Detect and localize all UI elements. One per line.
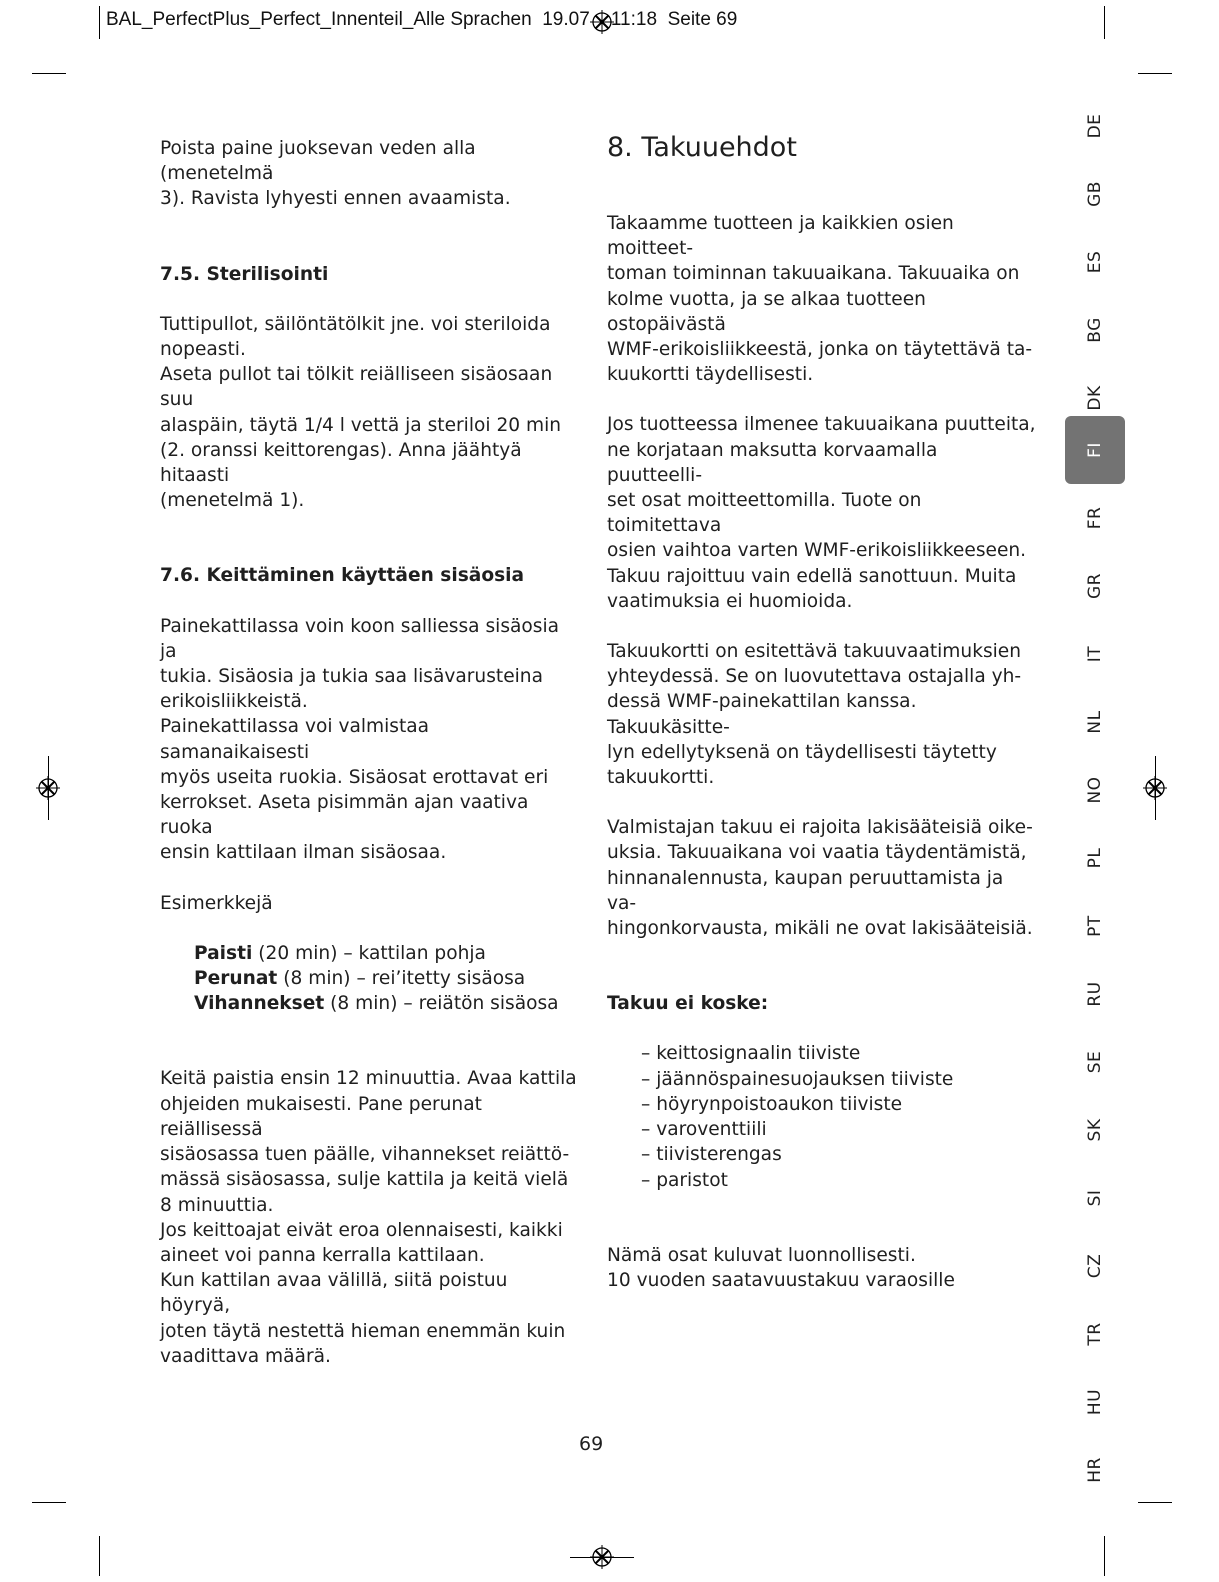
- crop-mark: [32, 73, 66, 74]
- examples-list: [160, 941, 580, 1017]
- language-tab-bg[interactable]: BG: [1085, 317, 1105, 343]
- language-tab-sk[interactable]: SK: [1085, 1118, 1105, 1142]
- language-tab-gr[interactable]: GR: [1085, 573, 1105, 599]
- list-item: – keittosignaalin tiiviste: [641, 1043, 861, 1065]
- slug-hidden-digit: [590, 9, 601, 30]
- closing-paragraph: Nämä osat kuluvat luonnollisesti. 10 vuoden saatavuustakuu varaosille: [607, 1244, 955, 1291]
- warranty-paragraph-2: Jos tuotteessa ilmenee takuuaikana puutteita, ne korjataan maksutta korvaamalla puutteelli- set osat moitteettomilla. Tuote on toimitettava osien vaihtoa varten WMF-erikoisliikkeeseen. Takuu rajoittuu vain edellä sanottuun. Muita vaatimuksia ei huomioida.: [607, 414, 1036, 612]
- exclusions-list: [607, 1041, 1037, 1192]
- printer-slug: [106, 9, 737, 31]
- crop-mark: [1104, 1536, 1105, 1576]
- language-tab-fi[interactable]: FI: [1065, 416, 1125, 484]
- inserts-paragraph: Painekattilassa voin koon salliessa sisäosia ja tukia. Sisäosia ja tukia saa lisävarusteina erikoisliikkeistä. Painekattilassa voi valmistaa samanaikaisesti myös useita ruokia. Sisäosat erottavat eri kerrokset. Aseta pisimmän ajan vaativa ruoka ensin kattilaan ilman sisäosaa.: [160, 615, 560, 864]
- crop-mark: [99, 6, 100, 39]
- language-tab-no[interactable]: NO: [1085, 776, 1105, 804]
- example-item: Perunat (8 min) – rei’itetty sisäosa: [194, 968, 526, 990]
- crop-mark: [1104, 6, 1105, 39]
- section-7-5-title: 7.5. Sterilisointi: [160, 263, 329, 285]
- language-tab-fr[interactable]: FR: [1085, 506, 1105, 530]
- language-tab-hr[interactable]: HR: [1085, 1457, 1105, 1483]
- language-tab-it[interactable]: IT: [1085, 645, 1105, 663]
- example-item: Vihannekset (8 min) – reiätön sisäosa: [194, 993, 559, 1015]
- language-tab-es[interactable]: ES: [1085, 250, 1105, 274]
- page-number: 69: [579, 1433, 604, 1455]
- left-column: [160, 136, 580, 1369]
- language-tab-de[interactable]: DE: [1085, 113, 1105, 139]
- sterilisation-paragraph: Tuttipullot, säilöntätölkit jne. voi steriloida nopeasti. Aseta pullot tai tölkit reiälliseen sisäosaan suu alaspäin, täytä 1/4 l vettä ja steriloi 20 min (2. oranssi keittorengas). Anna jäähtyä hitaasti (menetelmä 1).: [160, 313, 562, 512]
- intro-paragraph: Poista paine juoksevan veden alla (menetelmä 3). Ravista lyhyesti ennen avaamista.: [160, 138, 511, 210]
- warranty-paragraph-1: Takaamme tuotteen ja kaikkien osien moitteet- toman toiminnan takuuaikana. Takuuaika on kolme vuotta, ja se alkaa tuotteen ostopäivästä WMF-erikoisliikkeestä, jonka on täytettävä ta- kuukortti täydellisesti.: [607, 213, 1033, 386]
- language-tab-pl[interactable]: PL: [1085, 847, 1105, 869]
- crop-mark: [570, 1557, 634, 1558]
- slug-filename: BAL_PerfectPlus_Perfect_Innenteil_Alle Sprachen 19.07: [106, 9, 590, 30]
- section-7-6-title: 7.6. Keittäminen käyttäen sisäosia: [160, 565, 525, 587]
- right-column: [607, 132, 1037, 1293]
- language-tab-ru[interactable]: RU: [1085, 981, 1105, 1007]
- list-item: – höyrynpoistoaukon tiiviste: [641, 1093, 903, 1115]
- list-item: – varoventtiili: [641, 1119, 767, 1141]
- language-tab-si[interactable]: SI: [1085, 1189, 1105, 1207]
- language-tab-gb[interactable]: GB: [1085, 181, 1105, 207]
- exclusions-title: Takuu ei koske:: [607, 993, 769, 1015]
- cooking-instructions-paragraph: Keitä paistia ensin 12 minuuttia. Avaa kattila ohjeiden mukaisesti. Pane perunat reiällisessä sisäosassa tuen päälle, vihannekset reiättö- mässä sisäosassa, sulje kattila ja keitä vielä 8 minuuttia. Jos keittoajat eivät eroa olennaisesti, kaikki aineet voi panna kerralla kattilaan. Kun kattilan avaa välillä, siitä poistuu höyryä, joten täytä nestettä hieman enemmän kuin vaadittava määrä.: [160, 1068, 577, 1367]
- crop-mark: [1138, 1502, 1172, 1503]
- examples-label: Esimerkkejä: [160, 892, 273, 914]
- section-8-heading: 8. Takuuehdot: [607, 132, 797, 163]
- crop-mark: [48, 756, 49, 820]
- list-item: – jäännöspainesuojauksen tiiviste: [641, 1068, 954, 1090]
- example-item: Paisti (20 min) – kattilan pohja: [194, 942, 486, 964]
- slug-time-page: 11:18 Seite 69: [600, 9, 738, 30]
- language-tab-cz[interactable]: CZ: [1085, 1253, 1105, 1279]
- warranty-paragraph-3: Takuukortti on esitettävä takuuvaatimuksien yhteydessä. Se on luovutettava ostajalla yh- dessä WMF-painekattilan kanssa. Takuukäsitte- lyn edellytyksenä on täydellisesti täytetty takuukortti.: [607, 641, 1022, 789]
- language-tab-tr[interactable]: TR: [1085, 1322, 1105, 1346]
- language-tab-dk[interactable]: DK: [1085, 385, 1105, 411]
- language-tab-pt[interactable]: PT: [1085, 915, 1105, 937]
- crop-mark: [32, 1502, 66, 1503]
- list-item: – paristot: [641, 1169, 728, 1191]
- crop-mark: [99, 1536, 100, 1576]
- language-tab-hu[interactable]: HU: [1085, 1388, 1105, 1416]
- warranty-paragraph-4: Valmistajan takuu ei rajoita lakisääteisiä oike- uksia. Takuuaikana voi vaatia täydentämistä, hinnanalennusta, kaupan peruuttamista ja va- hingonkorvausta, mikäli ne ovat lakisääteisiä.: [607, 817, 1033, 940]
- list-item: – tiivisterengas: [641, 1144, 782, 1166]
- crop-mark: [1155, 756, 1156, 820]
- language-tab-se[interactable]: SE: [1085, 1050, 1105, 1074]
- language-tab-nl[interactable]: NL: [1085, 710, 1105, 734]
- crop-mark: [1138, 73, 1172, 74]
